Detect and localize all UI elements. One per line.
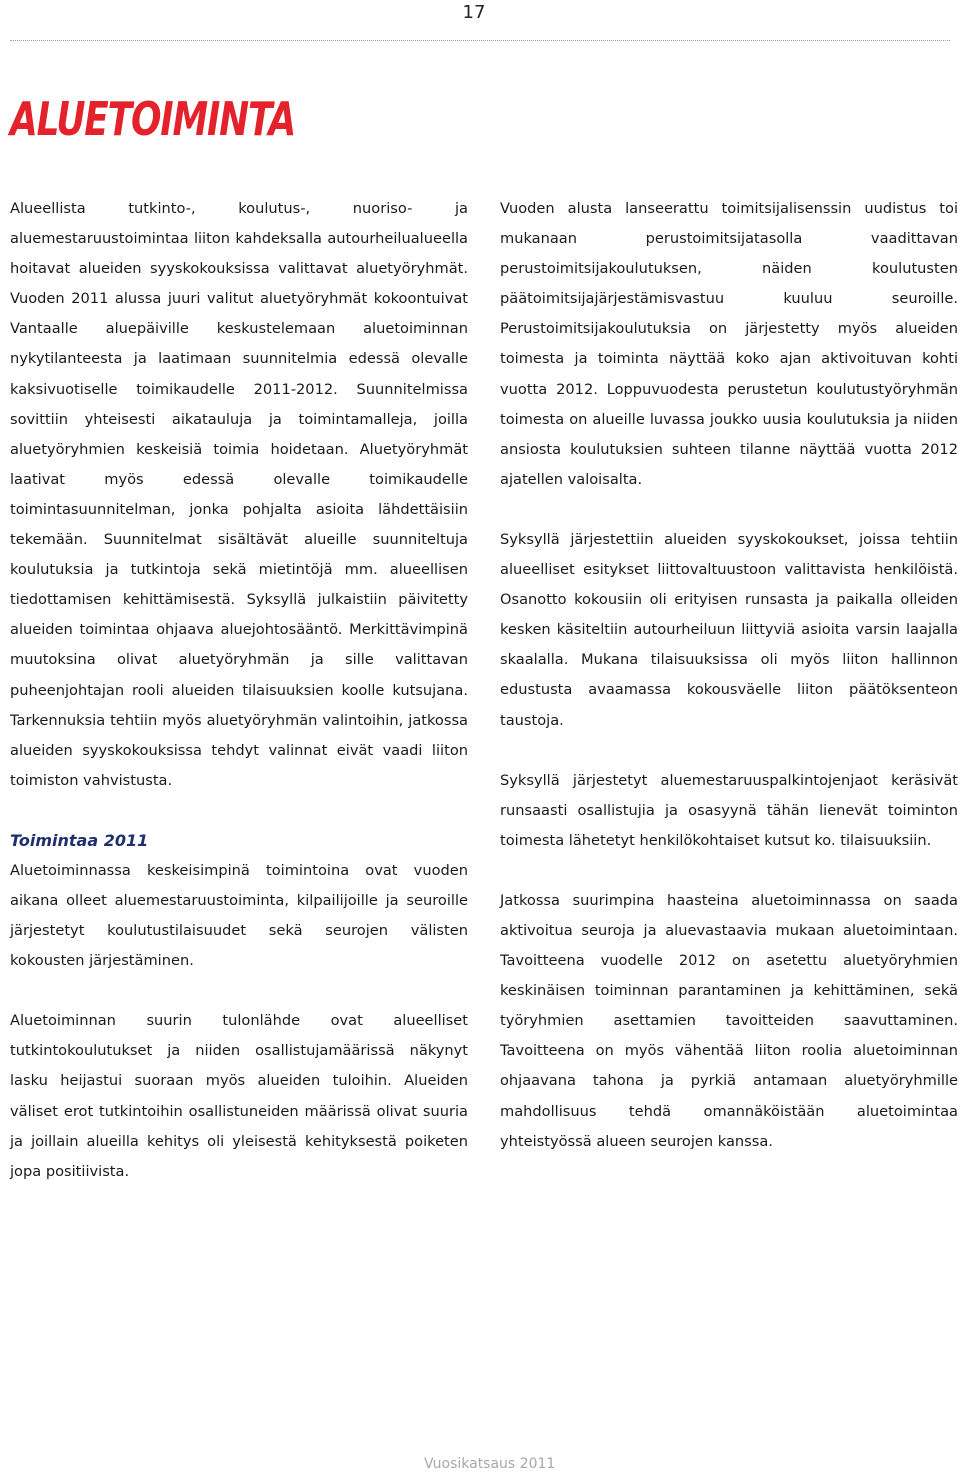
right-paragraph-4: Jatkossa suurimpina haasteina aluetoiminnassa on saada aktivoitua seuroja ja aluevastaavia mukaan aluetoimintaan. Tavoitteena vuodelle 2012 on asetettu aluetyöryhmien keskinäisen toiminnan parantaminen ja kehittäminen, sekä työryhmien asettamien tavoitteiden saavuttaminen. Tavoitteena on myös vähentää liiton roolia aluetoiminnan ohjaavana tahona ja pyrkiä antamaan aluetyöryhmille mahdollisuus tehdä omannäköistään aluetoimintaa yhteistyössä alueen seurojen kanssa.	[500, 891, 958, 1150]
footer-publication-title: Vuosikatsaus 2011	[424, 1456, 556, 1472]
page-title: ALUETOIMINTA	[10, 92, 296, 146]
left-paragraph-1: Alueellista tutkinto-, koulutus-, nuoriso- ja aluemestaruustoimintaa liiton kahdeksalla autourheilualueella hoitavat alueiden syyskokouksissa valittavat aluetyöryhmät. Vuoden 2011 alussa juuri valitut aluetyöryhmät kokoontuivat Vantaalle aluepäiville keskustelemaan aluetoiminnan nykytilanteesta ja laatimaan suunnitelmia edessä olevalle kaksivuotiselle toimikaudelle 2011-2012. Suunnitelmissa sovittiin yhteisesti aikatauluja ja toimintamalleja, joilla aluetyöryhmien keskeisiä toimia hoidetaan. Aluetyöryhmät laativat myös edessä olevalle toimikaudelle toimintasuunnitelman, jonka pohjalta asioita lähdettäisiin tekemään. Suunnitelmat sisältävät alueille suunniteltuja koulutuksia ja tutkintoja sekä mietintöjä mm. alueellisen tiedottamisen kehittämisestä. Syksyllä julkaistiin päivitetty alueiden toimintaa ohjaava aluejohtosääntö. Merkittävimpinä muutoksina olivat aluetyöryhmän ja sille valittavan puheenjohtajan rooli alueiden tilaisuuksien koolle kutsujana. Tarkennuksia tehtiin myös aluetyöryhmän valintoihin, jatkossa alueiden syyskokouksissa tehdyt valinnat eivät vaadi liiton toimiston vahvistusta.	[10, 200, 468, 789]
right-paragraph-3: Syksyllä järjestetyt aluemestaruuspalkintojenjaot keräsivät runsaasti osallistujia ja osasyynä tähän lienevät toiminton toimesta lähetetyt henkilökohtaiset kutsut ko. tilaisuuksiin.	[500, 771, 958, 849]
page-number: 17	[462, 2, 486, 23]
left-paragraph-2: Aluetoiminnassa keskeisimpinä toimintoina ovat vuoden aikana olleet aluemestaruustoiminta, kilpailijoille ja seuroille järjestetyt koulutustilaisuudet sekä seurojen välisten kokousten järjestäminen.	[10, 861, 468, 970]
header-divider	[10, 40, 950, 41]
left-paragraph-3: Aluetoiminnan suurin tulonlähde ovat alueelliset tutkintokoulutukset ja niiden osallistujamäärissä näkynyt lasku heijastui suoraan myös alueiden tuloihin. Alueiden väliset erot tutkintoihin osallistuneiden määrissä olivat suuria ja joillain alueilla kehitys oli yleisestä kehityksestä poiketen jopa positiivista.	[10, 1012, 468, 1180]
right-column	[500, 194, 958, 1157]
left-column	[10, 194, 468, 1187]
right-paragraph-1: Vuoden alusta lanseerattu toimitsijalisenssin uudistus toi mukanaan perustoimitsijatasolla vaadittavan perustoimitsijakoulutuksen, näiden koulutusten päätoimitsijajärjestämisvastuu kuuluu seuroille. Perustoimitsijakoulutuksia on järjestetty myös alueiden toimesta ja toiminta näyttää koko ajan aktivoituvan kohti vuotta 2012. Loppuvuodesta perustetun koulutustyöryhmän toimesta on alueille luvassa joukko uusia koulutuksia ja niiden ansiosta koulutuksien suhteen tilanne näyttää vuotta 2012 ajatellen valoisalta.	[500, 200, 958, 488]
section-heading: Toimintaa 2011	[10, 830, 149, 850]
right-paragraph-2: Syksyllä järjestettiin alueiden syyskokoukset, joissa tehtiin alueelliset esitykset liittovaltuustoon valittavista henkilöistä. Osanotto kokousiin oli erityisen runsasta ja paikalla olleiden kesken käsiteltiin autourheiluun liittyviä asioita varsin laajalla skaalalla. Mukana tilaisuuksissa oli myös liiton hallinnon edustusta avaamassa kokousväelle liiton päätöksenteon taustoja.	[500, 530, 958, 729]
